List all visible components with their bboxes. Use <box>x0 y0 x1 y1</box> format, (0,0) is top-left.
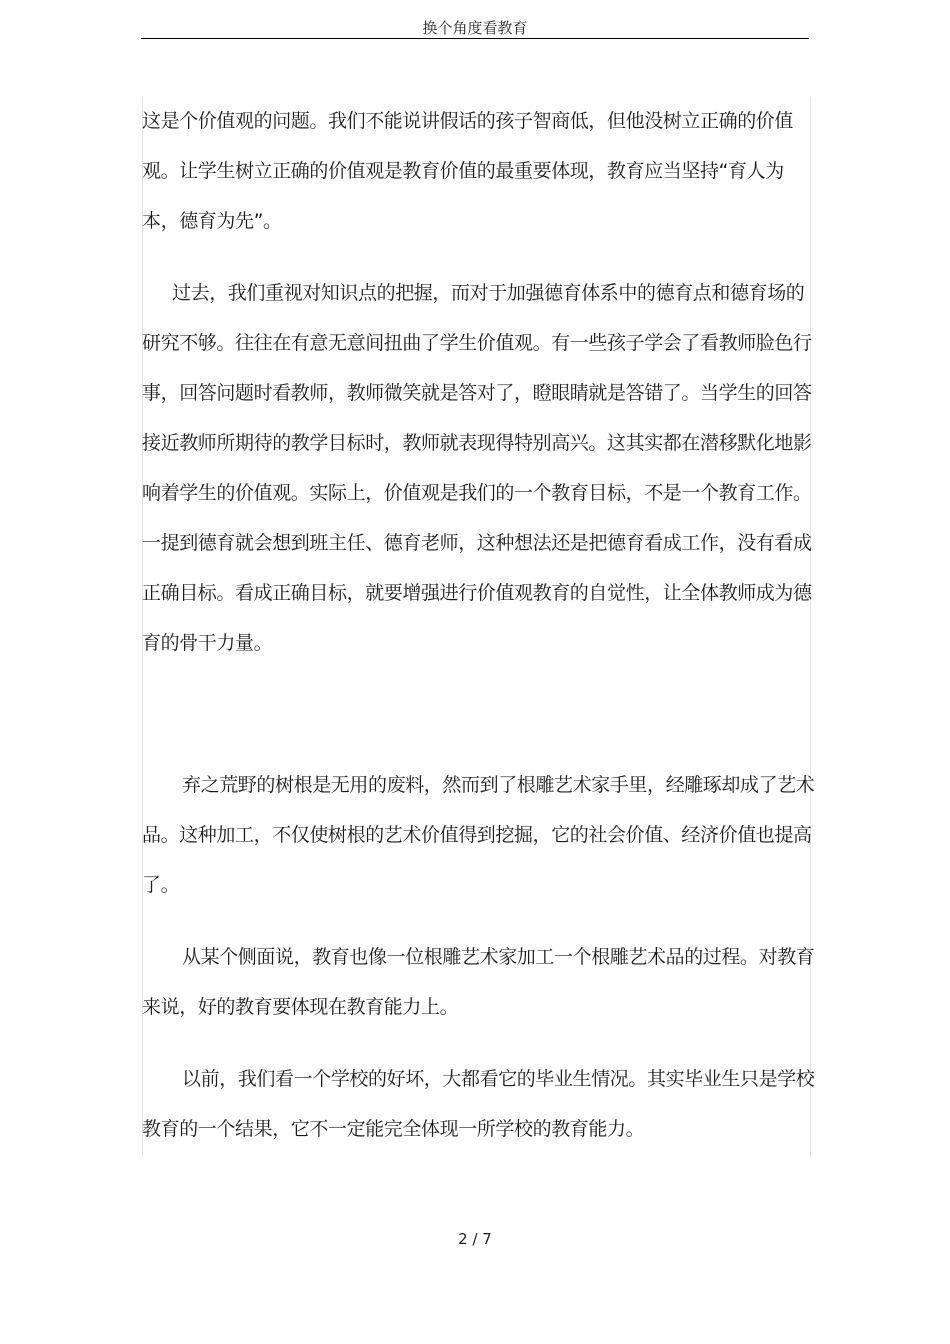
page-number: 2 / 7 <box>458 1230 492 1248</box>
paragraph-1: 这是个价值观的问题。我们不能说讲假话的孩子智商低，但他没树立正确的价值观。让学生树立正确的价值观是教育价值的最重要体现，教育应当坚持“育人为本，德育为先”。 <box>142 110 794 232</box>
document-title: 换个角度看教育 <box>422 19 528 37</box>
paragraph-3: 弃之荒野的树根是无用的废料，然而到了根雕艺术家手里，经雕琢却成了艺术品。这种加工，不仅使树根的艺术价值得到挖掘，它的社会价值、经济价值也提高了。 <box>142 774 815 896</box>
paragraph-2: 过去，我们重视对知识点的把握，而对于加强德育体系中的德育点和德育场的研究不够。往往在有意无意间扭曲了学生价值观。有一些孩子学会了看教师脸色行事，回答问题时看教师，教师微笑就是答对了，瞪眼睛就是答错了。当学生的回答接近教师所期待的教学目标时，教师就表现得特别高兴。这其实都在潜移默化地影响着学生的价值观。实际上，价值观是我们的一个教育目标，不是一个教育工作。一提到德育就会想到班主任、德育老师，这种想法还是把德育看成工作，没有看成正确目标。看成正确目标，就要增强进行价值观教育的自觉性，让全体教师成为德育的骨干力量。 <box>142 282 812 654</box>
running-header <box>141 19 809 39</box>
paragraph-5: 以前，我们看一个学校的好坏，大都看它的毕业生情况。其实毕业生只是学校教育的一个结果，它不一定能完全体现一所学校的教育能力。 <box>142 1068 815 1140</box>
paragraph-4: 从某个侧面说，教育也像一位根雕艺术家加工一个根雕艺术品的过程。对教育来说，好的教育要体现在教育能力上。 <box>142 946 815 1018</box>
